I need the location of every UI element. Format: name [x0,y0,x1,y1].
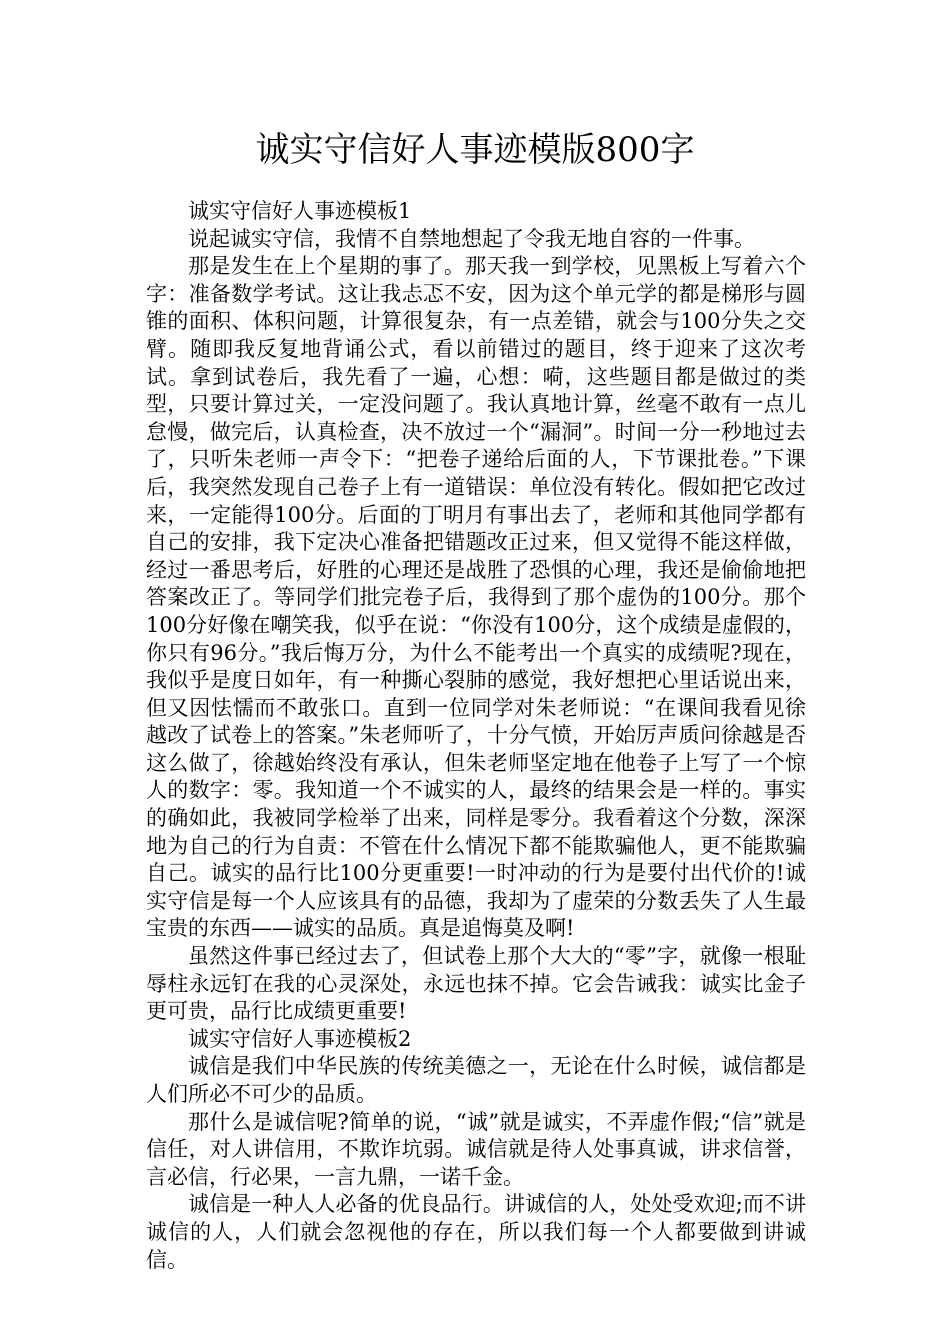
section-heading-1: 诚实守信好人事迹模板1 [188,199,412,223]
paragraph: 那什么是诚信呢?简单的说，“诚”就是诚实，不弄虚作假;“信”就是信任，对人讲信用，不欺诈坑弱。诚信就是待人处事真诚，讲求信誉，言必信，行必果，一言九鼎，一诺千金。 [146,1109,806,1189]
document-title: 诚实守信好人事迹模版800字 [255,130,695,170]
paragraph: 诚信是一种人人必备的优良品行。讲诚信的人，处处受欢迎;而不讲诚信的人，人们就会忽视他的存在，所以我们每一个人都要做到讲诚信。 [146,1192,806,1272]
document-body [146,198,806,1274]
paragraph: 说起诚实守信，我情不自禁地想起了令我无地自容的一件事。 [188,226,755,251]
section-heading-2: 诚实守信好人事迹模板2 [188,1026,412,1051]
paragraph: 那是发生在上个星期的事了。那天我一到学校，见黑板上写着六个字：准备数学考试。这让我忐忑不安，因为这个单元学的都是梯形与圆锥的面积、体积问题，计算很复杂，有一点差错，就会与100分失之交臂。随即我反复地背诵公式，看以前错过的题目，终于迎来了这次考试。拿到试卷后，我先看了一遍，心想：嗬，这些题目都是做过的类型，只要计算过关，一定没问题了。我认真地计算，丝毫不敢有一点儿怠慢，做完后，认真检查，决不放过一个“漏洞”。时间一分一秒地过去了，只听朱老师一声令下：“把卷子递给后面的人，下节课批卷。”下课后，我突然发现自己卷子上有一道错误：单位没有转化。假如把它改过来，一定能得100分。后面的丁明月有事出去了，老师和其他同学都有自己的安排，我下定决心准备把错题改正过来，但又觉得不能这样做，经过一番思考后，好胜的心理还是战胜了恐惧的心理，我还是偷偷地把答案改正了。等同学们批完卷子后，我得到了那个虚伪的100分。那个100分好像在嘲笑我，似乎在说：“你没有100分，这个成绩是虚假的，你只有96分。”我后悔万分，为什么不能考出一个真实的成绩呢?现在，我似乎是度日如年，有一种撕心裂肺的感觉，我好想把心里话说出来，但又因怯懦而不敢张口。直到一位同学对朱老师说：“在课间我看见徐越改了试卷上的答案。”朱老师听了，十分气愤，开始厉声质问徐越是否这么做了，徐越始终没有承认，但朱老师坚定地在他卷子上写了一个惊人的数字：零。我知道一个不诚实的人，最终的结果会是一样的。事实的确如此，我被同学检举了出来，同样是零分。我看着这个分数，深深地为自己的行为自责：不管在什么情况下都不能欺骗他人，更不能欺骗自己。诚实的品行比100分更重要!一时冲动的行为是要付出代价的!诚实守信是每一个人应该具有的品德，我却为了虚荣的分数丢失了人生最宝贵的东西——诚实的品质。真是追悔莫及啊! [146,254,806,941]
paragraph: 诚信是我们中华民族的传统美德之一，无论在什么时候，诚信都是人们所必不可少的品质。 [146,1054,806,1106]
paragraph: 虽然这件事已经过去了，但试卷上那个大大的“零”字，就像一根耻辱柱永远钉在我的心灵深处，永远也抹不掉。它会告诫我：诚实比金子更可贵，品行比成绩更重要! [146,944,806,1024]
